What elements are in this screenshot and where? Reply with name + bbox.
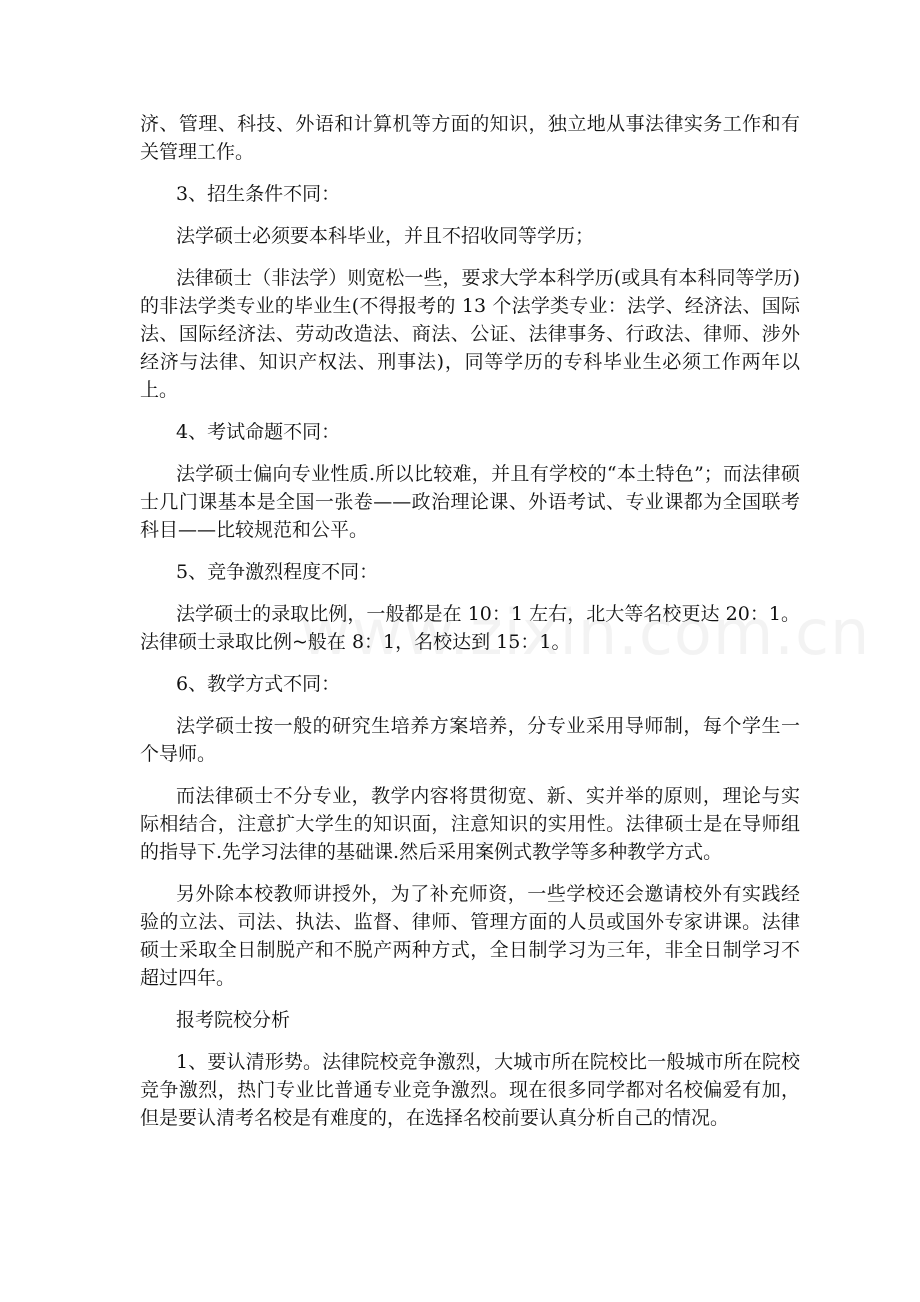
heading-exam-questions: 4、考试命题不同： (176, 421, 341, 443)
paragraph: 而法律硕士不分专业，教学内容将贯彻宽、新、实并举的原则，理论与实际相结合，注意扩大学生的知识面，注意知识的实用性。法律硕士是在导师组的指导下.先学习法律的基础课.然后采用案例式教学等多种教学方式。 (140, 785, 800, 863)
heading-admission-conditions: 3、招生条件不同： (176, 183, 341, 205)
paragraph: 另外除本校教师讲授外，为了补充师资，一些学校还会邀请校外有实践经验的立法、司法、执法、监督、律师、管理方面的人员或国外专家讲课。法律硕士采取全日制脱产和不脱产两种方式，全日制学习为三年，非全日制学习不超过四年。 (140, 883, 800, 989)
heading-competition: 5、竞争激烈程度不同： (176, 561, 379, 583)
paragraph-continuation: 济、管理、科技、外语和计算机等方面的知识，独立地从事法律实务工作和有关管理工作。 (140, 113, 800, 163)
paragraph: 法学硕士的录取比例，一般都是在 10：1 左右，北大等名校更达 20：1。法律硕士录取比例~般在 8：1，名校达到 15：1。 (140, 603, 800, 653)
heading-teaching-methods: 6、教学方式不同： (176, 673, 341, 695)
paragraph: 法学硕士必须要本科毕业，并且不招收同等学历； (176, 225, 595, 247)
paragraph: 法学硕士按一般的研究生培养方案培养，分专业采用导师制，每个学生一个导师。 (140, 715, 800, 765)
heading-school-analysis: 报考院校分析 (176, 1009, 291, 1031)
paragraph: 法律硕士（非法学）则宽松一些，要求大学本科学历(或具有本科同等学历)的非法学类专业的毕业生(不得报考的 13 个法学类专业：法学、经济法、国际法、国际经济法、劳动改造法、商法、公证、法律事务、行政法、律师、涉外经济与法律、知识产权法、刑事法)，同等学历的专科毕业生必须工作两年以上。 (140, 267, 800, 401)
paragraph: 法学硕士偏向专业性质.所以比较难，并且有学校的“本土特色”；而法律硕士几门课基本是全国一张卷——政治理论课、外语考试、专业课都为全国联考科目——比较规范和公平。 (140, 463, 800, 541)
paragraph: 1、要认清形势。法律院校竞争激烈，大城市所在院校比一般城市所在院校竞争激烈，热门专业比普通专业竞争激烈。现在很多同学都对名校偏爱有加，但是要认清考名校是有难度的，在选择名校前要认真分析自己的情况。 (140, 1051, 800, 1129)
